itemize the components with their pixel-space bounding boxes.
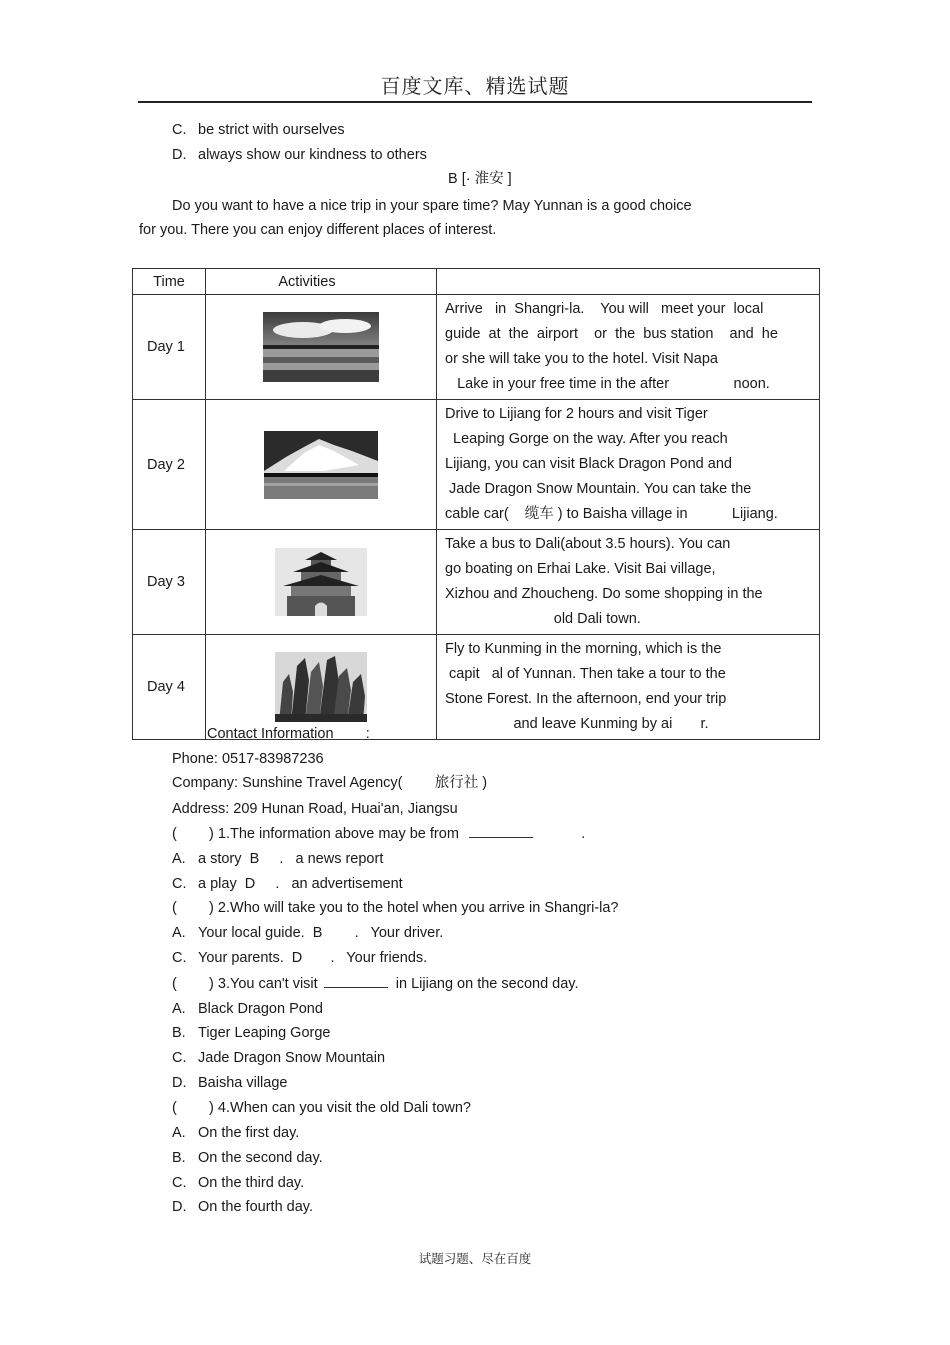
question-stem: 2.Who will take you to the hotel when you arrive in Shangri-la? (213, 900, 619, 916)
day-label: Day 1 (133, 295, 206, 400)
itinerary-table (132, 268, 820, 740)
option-letter: D. (172, 147, 187, 163)
option-letter: A. (172, 1001, 186, 1017)
question-stem: 4.When can you visit the old Dali town? (213, 1100, 471, 1116)
activity-description (437, 635, 820, 740)
option-text: Jade Dragon Snow Mountain (198, 1050, 386, 1066)
question-4-option (172, 1149, 323, 1167)
day-label: Day 3 (133, 530, 206, 635)
option-letter: C. (172, 876, 187, 892)
description-line: Xizhou and Zhoucheng. Do some shopping in the (445, 586, 763, 602)
question-stem: 3.You can't visit (213, 976, 322, 992)
option-text: Your parents. D . Your friends. (198, 950, 428, 966)
description-line: or she will take you to the hotel. Visit Napa (445, 351, 718, 367)
option-letter: A. (172, 1125, 186, 1141)
option-text: always show our kindness to others (198, 147, 427, 163)
table-row (133, 400, 820, 530)
description-line: Lijiang, you can visit Black Dragon Pond and (445, 456, 732, 472)
picture-cell (206, 635, 437, 740)
picture-cell (206, 400, 437, 530)
option-letter: C. (172, 122, 187, 138)
description-line: and leave Kunming by ai r. (445, 716, 709, 732)
question-1 (172, 825, 585, 843)
description-line: capit al of Yunnan. Then take a tour to the (445, 666, 726, 682)
contact-phone: Phone: 0517-83987236 (172, 751, 324, 767)
lake-photo (263, 312, 379, 382)
option-text: a story B . a news report (198, 851, 384, 867)
description-line: guide at the airport or the bus station and he (445, 326, 778, 342)
question-tail: . (532, 826, 586, 842)
description-line: Arrive in Shangri-la. You will meet your local (445, 301, 764, 317)
picture-cell (206, 295, 437, 400)
option-text: On the second day. (198, 1150, 323, 1166)
table-row (133, 530, 820, 635)
option-letter: D. (172, 1075, 187, 1091)
stone-forest-photo (275, 652, 367, 722)
answer-paren[interactable]: ( ) (172, 900, 214, 916)
answer-paren[interactable]: ( ) (172, 826, 214, 842)
snow-mountain-photo (264, 431, 378, 499)
description-line: Take a bus to Dali(about 3.5 hours). You can (445, 536, 731, 552)
description-line: Leaping Gorge on the way. After you reach (445, 431, 728, 447)
header-time: Time (133, 269, 206, 295)
day-label: Day 2 (133, 400, 206, 530)
description-line: Drive to Lijiang for 2 hours and visit Tiger (445, 406, 708, 422)
table-row (133, 635, 820, 740)
option-letter: C. (172, 950, 187, 966)
option-text: On the first day. (198, 1125, 300, 1141)
answer-paren[interactable]: ( ) (172, 976, 214, 992)
option-text: a play D . an advertisement (198, 876, 403, 892)
table-header-row (133, 269, 820, 295)
question-4-option (172, 1198, 313, 1216)
question-2 (172, 899, 619, 917)
question-4-option (172, 1124, 299, 1142)
question-3 (172, 975, 579, 993)
activity-description (437, 295, 820, 400)
question-3-option (172, 1024, 330, 1042)
header-blank (437, 269, 820, 295)
activity-description (437, 530, 820, 635)
option-letter: C. (172, 1050, 187, 1066)
question-tail: in Lijiang on the second day. (387, 976, 579, 992)
passage-intro-line-1: Do you want to have a nice trip in your spare time? May Yunnan is a good choice (172, 198, 692, 214)
option-text: Your local guide. B . Your driver. (198, 925, 444, 941)
option-text: be strict with ourselves (198, 122, 345, 138)
description-line: go boating on Erhai Lake. Visit Bai village, (445, 561, 716, 577)
option-text: Black Dragon Pond (198, 1001, 323, 1017)
picture-cell (206, 530, 437, 635)
question-2-option-row (172, 924, 443, 942)
question-1-option-row (172, 875, 403, 893)
pagoda-photo (275, 548, 367, 616)
page-footer: 试题习题、尽在百度 (418, 1251, 532, 1266)
option-letter: A. (172, 851, 186, 867)
description-line: Jade Dragon Snow Mountain. You can take the (445, 481, 752, 497)
table-row (133, 295, 820, 400)
page-header-title: 百度文库、精选试题 (380, 74, 570, 98)
header-divider (138, 101, 812, 103)
question-1-option-row (172, 850, 383, 868)
description-line: Stone Forest. In the afternoon, end your trip (445, 691, 727, 707)
question-3-option (172, 1049, 385, 1067)
answer-blank (324, 975, 388, 988)
passage-label: B [· 淮安 ] (448, 171, 512, 187)
activity-description (437, 400, 820, 530)
contact-address: Address: 209 Hunan Road, Huai'an, Jiangsu (172, 801, 458, 817)
prev-option-d (172, 146, 427, 164)
contact-heading: Contact Information : (207, 726, 370, 742)
answer-paren[interactable]: ( ) (172, 1100, 214, 1116)
passage-intro-line-2: for you. There you can enjoy different places of interest. (139, 222, 497, 238)
question-2-option-row (172, 949, 427, 967)
description-line: Fly to Kunming in the morning, which is the (445, 641, 722, 657)
prev-option-c (172, 121, 345, 139)
contact-company: Company: Sunshine Travel Agency( 旅行社 ) (172, 775, 488, 791)
option-text: Baisha village (198, 1075, 288, 1091)
option-letter: C. (172, 1175, 187, 1191)
question-3-option (172, 1000, 323, 1018)
description-line: cable car( 缆车 ) to Baisha village in Lijiang. (445, 506, 778, 522)
question-stem: 1.The information above may be from (213, 826, 463, 842)
question-3-option (172, 1074, 287, 1092)
header-activities: Activities (206, 269, 437, 295)
day-label: Day 4 (133, 635, 206, 740)
option-text: Tiger Leaping Gorge (198, 1025, 331, 1041)
option-letter: A. (172, 925, 186, 941)
description-line: Lake in your free time in the after noon. (445, 376, 770, 392)
question-4 (172, 1099, 471, 1117)
option-text: On the fourth day. (198, 1199, 313, 1215)
option-text: On the third day. (198, 1175, 305, 1191)
answer-blank (469, 825, 533, 838)
description-line: old Dali town. (445, 611, 641, 627)
option-letter: B. (172, 1025, 186, 1041)
option-letter: B. (172, 1150, 186, 1166)
option-letter: D. (172, 1199, 187, 1215)
question-4-option (172, 1174, 304, 1192)
